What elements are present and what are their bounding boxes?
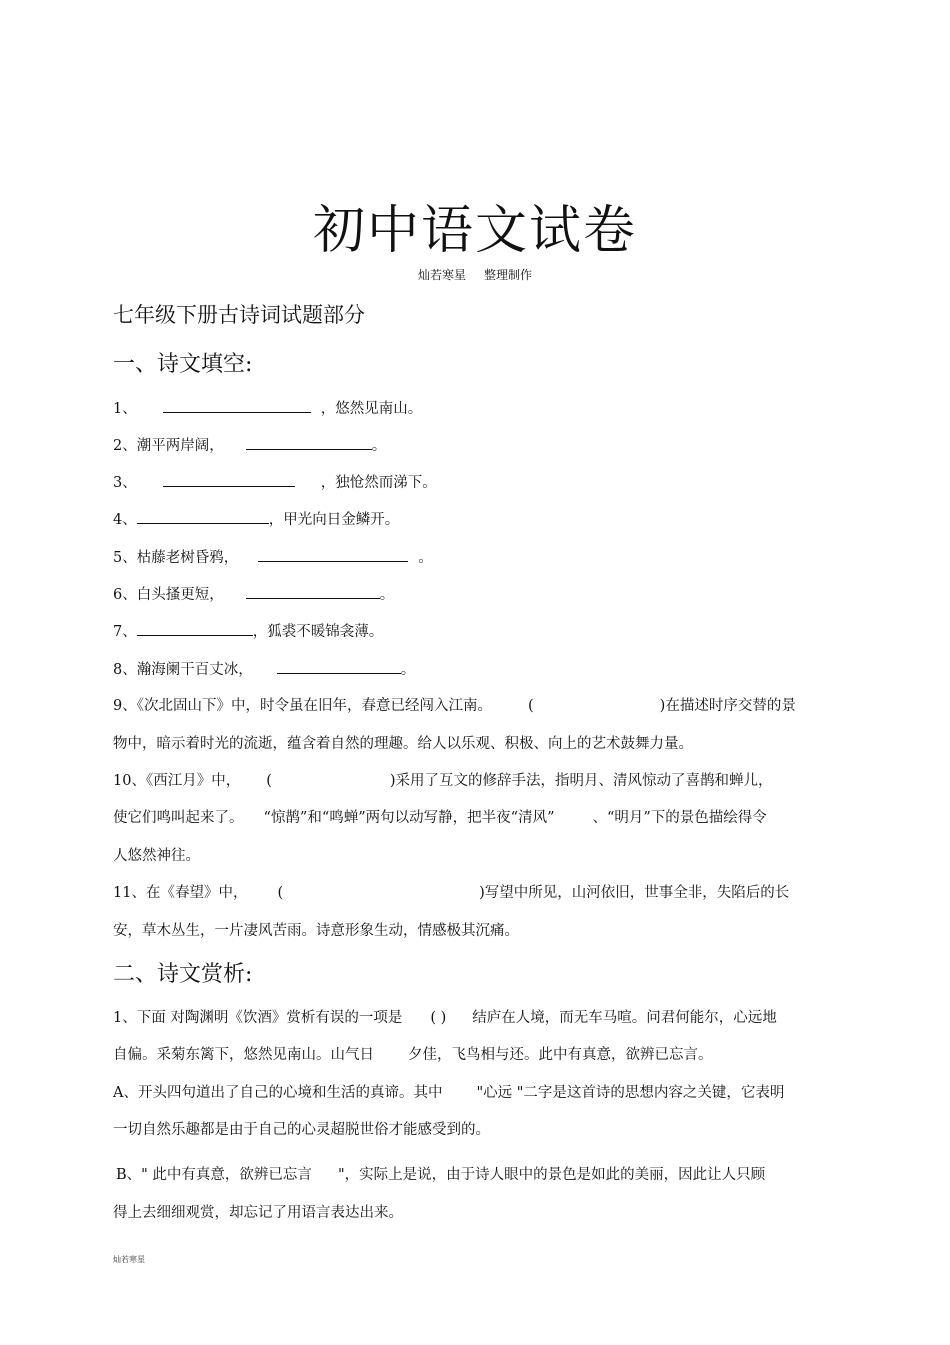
answer-blank[interactable] xyxy=(258,546,408,562)
page-title: 初中语文试卷 xyxy=(312,201,637,261)
fill-item-1: 1、 ，悠然见南山。 xyxy=(113,397,422,420)
fill-item-6: 6、白头搔更短， 。 xyxy=(113,583,394,606)
section-heading-appreciation: 二、诗文赏析: xyxy=(113,962,253,987)
appreciation-question-1: 1、下面 对陶渊明《饮酒》赏析有误的一项是 ( ) 结庐在人境，而无车马喧。问君何能尔，心远地 xyxy=(113,1010,777,1026)
author-name: 灿若寒星 xyxy=(417,268,466,282)
question-11-cont: 安，草木丛生，一片凄风苦雨。诗意形象生动，情感极其沉痛。 xyxy=(113,923,519,939)
page-footer: 灿若寒星 xyxy=(113,1255,145,1264)
question-11: 11、在《春望》中， ( )写望中所见，山河依旧，世事全非，失陷后的长 xyxy=(113,885,790,901)
answer-blank[interactable] xyxy=(137,508,269,524)
answer-blank[interactable] xyxy=(246,434,372,450)
answer-paren-open: ( xyxy=(266,773,272,789)
credit-text: 整理制作 xyxy=(484,268,533,282)
question-10: 10、《西江月》中， ( )采用了互文的修辞手法，指明月、清风惊动了喜鹊和蝉儿， xyxy=(113,773,773,789)
answer-blank[interactable] xyxy=(163,397,311,413)
fill-item-7: 7、 ，狐裘不暖锦衾薄。 xyxy=(113,620,383,643)
option-b: B、" 此中有真意，欲辨已忘言 "，实际上是说，由于诗人眼中的景色是如此的美丽，因此让人只顾 xyxy=(116,1167,766,1183)
question-9: 9、《次北固山下》中，时令虽在旧年，春意已经闯入江南。 ( )在描述时序交替的景 xyxy=(113,698,796,714)
option-b-cont: 得上去细细观赏，却忘记了用语言表达出来。 xyxy=(113,1205,403,1221)
part-title: 七年级下册古诗词试题部分 xyxy=(113,303,365,327)
answer-paren-open: ( xyxy=(527,698,534,714)
fill-item-4: 4、 ，甲光向日金鳞开。 xyxy=(113,508,399,531)
option-a-cont: 一切自然乐趣都是由于自己的心灵超脱世俗才能感受到的。 xyxy=(113,1122,490,1138)
answer-blank[interactable] xyxy=(277,658,401,674)
section-heading-fill-in: 一、诗文填空: xyxy=(113,352,253,377)
option-a: A、开头四句道出了自己的心境和生活的真谛。其中 "心远 "二字是这首诗的思想内容之关键，它表明 xyxy=(113,1085,785,1101)
fill-item-8: 8、瀚海阑干百丈冰， 。 xyxy=(113,658,415,681)
answer-paren[interactable]: ( ) xyxy=(430,1010,447,1026)
fill-item-5: 5、枯藤老树昏鸦， 。 xyxy=(113,546,433,569)
answer-paren-open: ( xyxy=(277,885,284,901)
fill-item-3: 3、 ，独怆然而涕下。 xyxy=(113,471,437,494)
appreciation-question-1-cont: 自偏。采菊东篱下，悠然见南山。山气日 夕佳，飞鸟相与还。此中有真意，欲辨已忘言。 xyxy=(113,1047,713,1063)
subtitle xyxy=(0,266,950,284)
answer-blank[interactable] xyxy=(163,471,295,487)
question-10-cont: 使它们鸣叫起来了。 “惊鹊”和“鸣蝉”两句以动写静，把半夜“清风” 、“明月”下的景色描绘得令 xyxy=(113,810,767,826)
question-10-cont2: 人悠然神往。 xyxy=(113,848,200,864)
answer-blank[interactable] xyxy=(246,583,380,599)
fill-item-2: 2、潮平两岸阔， 。 xyxy=(113,434,386,457)
answer-blank[interactable] xyxy=(137,620,253,636)
question-9-cont: 物中，暗示着时光的流逝，蕴含着自然的理趣。给人以乐观、积极、向上的艺术鼓舞力量。 xyxy=(113,736,693,752)
